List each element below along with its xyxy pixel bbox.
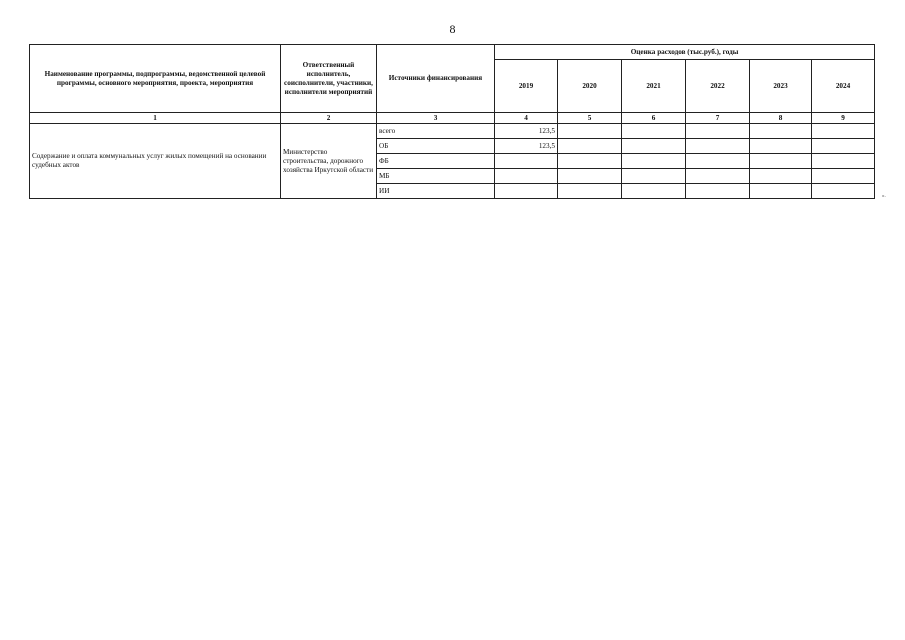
- column-number: 2: [281, 113, 377, 124]
- header-year: 2023: [750, 60, 812, 113]
- value-cell: [558, 154, 622, 169]
- header-year: 2020: [558, 60, 622, 113]
- row-program-name: Содержание и оплата коммунальных услуг жилых помещений на основании судебных актов: [30, 124, 281, 199]
- column-number: 3: [377, 113, 495, 124]
- source-label: ИИ: [377, 184, 495, 199]
- value-cell: [812, 154, 875, 169]
- value-cell: [812, 139, 875, 154]
- value-cell: [686, 184, 750, 199]
- row-responsible: Министерство строительства, дорожного хозяйства Иркутской области: [281, 124, 377, 199]
- value-cell: [686, 124, 750, 139]
- header-program-name: Наименование программы, подпрограммы, ведомственной целевой программы, основного мероприятия, проекта, мероприятия: [30, 45, 281, 113]
- table-row: [30, 124, 875, 139]
- header-responsible: Ответственный исполнитель, соисполнители, участники, исполнители мероприятий: [281, 45, 377, 113]
- source-label: всего: [377, 124, 495, 139]
- header-year: 2022: [686, 60, 750, 113]
- value-cell: [750, 139, 812, 154]
- value-cell: [750, 124, 812, 139]
- value-cell: [558, 139, 622, 154]
- value-cell: [622, 169, 686, 184]
- page-number: 8: [449, 22, 456, 36]
- value-cell: [622, 139, 686, 154]
- value-cell: [686, 169, 750, 184]
- value-cell: [495, 154, 558, 169]
- value-cell: 123,5: [495, 124, 558, 139]
- value-cell: [495, 169, 558, 184]
- source-label: ФБ: [377, 154, 495, 169]
- value-cell: [622, 184, 686, 199]
- source-label: МБ: [377, 169, 495, 184]
- value-cell: [750, 184, 812, 199]
- value-cell: [558, 184, 622, 199]
- column-number: 8: [750, 113, 812, 124]
- value-cell: [750, 154, 812, 169]
- value-cell: [622, 154, 686, 169]
- value-cell: [558, 124, 622, 139]
- value-cell: [812, 169, 875, 184]
- column-number: 7: [686, 113, 750, 124]
- value-cell: [750, 169, 812, 184]
- column-number: 5: [558, 113, 622, 124]
- column-number: 4: [495, 113, 558, 124]
- column-number: 1: [30, 113, 281, 124]
- value-cell: [812, 124, 875, 139]
- value-cell: [686, 154, 750, 169]
- column-number: 6: [622, 113, 686, 124]
- header-year: 2021: [622, 60, 686, 113]
- source-label: ОБ: [377, 139, 495, 154]
- expense-table: [29, 44, 875, 199]
- stray-mark: ».: [882, 194, 886, 199]
- header-expenses-group: Оценка расходов (тыс.руб.), годы: [495, 45, 875, 60]
- value-cell: 123,5: [495, 139, 558, 154]
- value-cell: [686, 139, 750, 154]
- header-year: 2024: [812, 60, 875, 113]
- header-sources: Источники финансирования: [377, 45, 495, 113]
- value-cell: [812, 184, 875, 199]
- value-cell: [495, 184, 558, 199]
- value-cell: [558, 169, 622, 184]
- header-year: 2019: [495, 60, 558, 113]
- value-cell: [622, 124, 686, 139]
- column-number: 9: [812, 113, 875, 124]
